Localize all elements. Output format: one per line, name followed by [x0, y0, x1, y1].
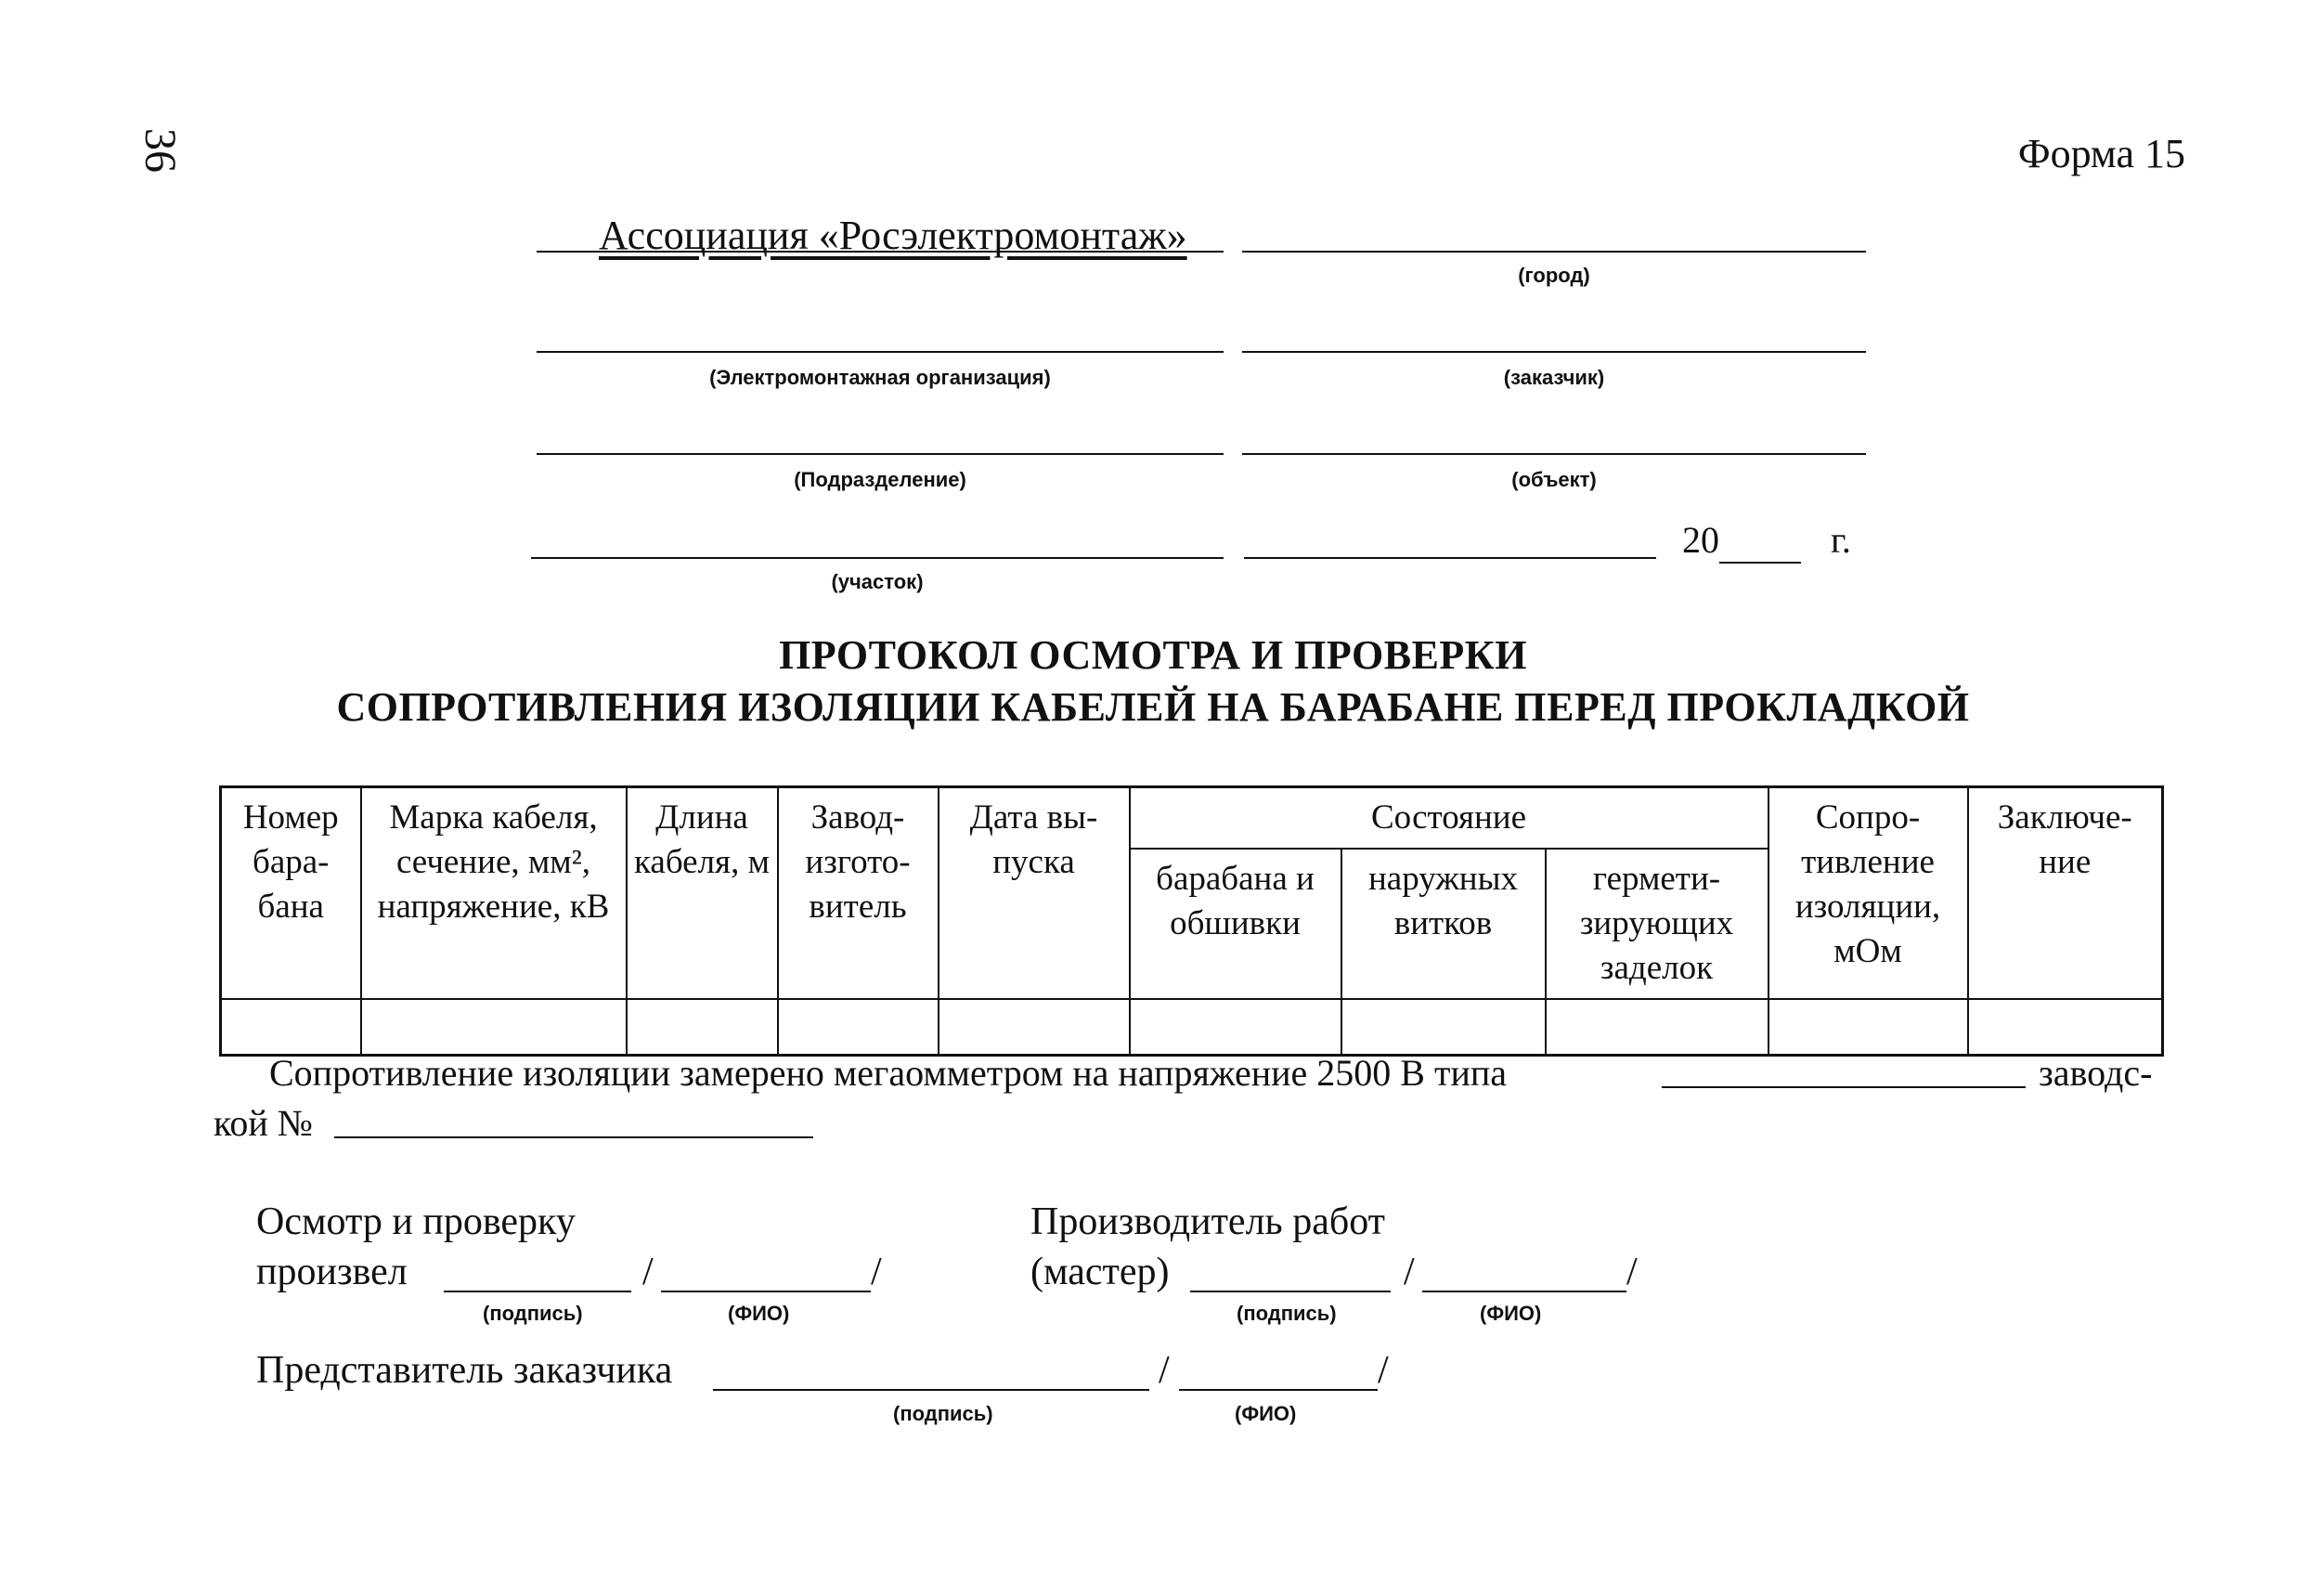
table-cell[interactable]	[627, 999, 778, 1056]
page-number: 36	[136, 128, 185, 173]
city-field[interactable]	[1242, 251, 1866, 253]
serial-label: кой №	[214, 1102, 313, 1144]
inspector-signature-caption: (подпись)	[483, 1302, 583, 1325]
customer-rep-name-caption: (ФИО)	[1235, 1402, 1297, 1425]
slash-separator: /	[1626, 1251, 1638, 1293]
inspection-table	[219, 785, 2164, 1057]
year-suffix: г.	[1831, 519, 1851, 561]
table-header-row	[221, 787, 2163, 850]
object-field[interactable]	[1242, 453, 1866, 455]
meter-type-field[interactable]	[1662, 1086, 2026, 1088]
association-underline	[537, 251, 1224, 253]
inspector-signature-field[interactable]	[444, 1291, 631, 1292]
col-release-date: Дата вы-пуска	[939, 787, 1130, 1000]
slash-separator: /	[1404, 1251, 1415, 1293]
col-manufacturer: Завод-изгото-витель	[778, 787, 939, 1000]
col-conclusion: Заключе-ние	[1968, 787, 2163, 1000]
slash-separator: /	[642, 1251, 654, 1293]
table-cell[interactable]	[1341, 999, 1546, 1056]
division-caption: (Подразделение)	[794, 468, 966, 491]
slash-separator: /	[1378, 1349, 1389, 1392]
col-state-outer: наружных витков	[1341, 849, 1546, 999]
table-cell[interactable]	[361, 999, 627, 1056]
customer-rep-name-field[interactable]	[1179, 1389, 1378, 1391]
foreman-label-line2: (мастер)	[1030, 1251, 1170, 1293]
col-state: Состояние	[1130, 787, 1768, 850]
date-field[interactable]	[1244, 557, 1656, 559]
table-cell[interactable]	[778, 999, 939, 1056]
col-cable-brand: Марка кабеля, сечение, мм², напряжение, кВ	[361, 787, 627, 1000]
object-caption: (объект)	[1511, 468, 1597, 491]
customer-caption: (заказчик)	[1503, 366, 1605, 389]
division-field[interactable]	[537, 453, 1224, 455]
foreman-signature-caption: (подпись)	[1237, 1302, 1337, 1325]
col-resistance: Сопро-тивление изоляции, мОм	[1768, 787, 1968, 1000]
year-field	[1682, 518, 1851, 564]
slash-separator: /	[871, 1251, 882, 1293]
measurement-text: Сопротивление изоляции замерено мегаомметром на напряжение 2500 В типа	[269, 1052, 1508, 1094]
table-cell[interactable]	[1546, 999, 1768, 1056]
table-cell[interactable]	[1768, 999, 1968, 1056]
customer-rep-signature-caption: (подпись)	[893, 1402, 993, 1425]
table-cell[interactable]	[221, 999, 361, 1056]
year-blank[interactable]	[1719, 518, 1801, 564]
table-cell[interactable]	[1130, 999, 1341, 1056]
serial-number-field[interactable]	[334, 1136, 813, 1138]
col-drum-number: Номер бара-бана	[221, 787, 361, 1000]
table-cell[interactable]	[939, 999, 1130, 1056]
inspector-label-line2: произвел	[256, 1251, 408, 1293]
city-caption: (город)	[1518, 264, 1590, 287]
col-cable-length: Длина кабеля, м	[627, 787, 778, 1000]
association-name: Ассоциация «Росэлектромонтаж»	[599, 213, 1187, 258]
measurement-text-end: заводс-	[2039, 1052, 2153, 1094]
inspector-name-field[interactable]	[661, 1291, 871, 1292]
customer-rep-label: Представитель заказчика	[256, 1349, 673, 1392]
protocol-title-line2: СОПРОТИВЛЕНИЯ ИЗОЛЯЦИИ КАБЕЛЕЙ НА БАРАБАНЕ ПЕРЕД ПРОКЛАДКОЙ	[336, 684, 1970, 730]
foreman-signature-field[interactable]	[1190, 1291, 1391, 1292]
organization-field[interactable]	[537, 351, 1224, 353]
slash-separator: /	[1159, 1349, 1170, 1392]
year-prefix: 20	[1682, 519, 1719, 561]
organization-caption: (Электромонтажная организация)	[709, 366, 1051, 389]
table-row	[221, 999, 2163, 1056]
col-state-seal: гермети-зирующих заделок	[1546, 849, 1768, 999]
foreman-label-line1: Производитель работ	[1030, 1200, 1385, 1243]
foreman-name-field[interactable]	[1422, 1291, 1626, 1292]
section-field[interactable]	[531, 557, 1224, 559]
customer-rep-signature-field[interactable]	[713, 1389, 1149, 1391]
table-cell[interactable]	[1968, 999, 2163, 1056]
protocol-title-line1: ПРОТОКОЛ ОСМОТРА И ПРОВЕРКИ	[779, 632, 1527, 678]
form-number: Форма 15	[2017, 131, 2185, 176]
foreman-name-caption: (ФИО)	[1480, 1302, 1542, 1325]
col-state-drum: барабана и обшивки	[1130, 849, 1341, 999]
section-caption: (участок)	[831, 570, 924, 593]
inspector-name-caption: (ФИО)	[728, 1302, 790, 1325]
customer-field[interactable]	[1242, 351, 1866, 353]
inspector-label-line1: Осмотр и проверку	[256, 1200, 576, 1243]
